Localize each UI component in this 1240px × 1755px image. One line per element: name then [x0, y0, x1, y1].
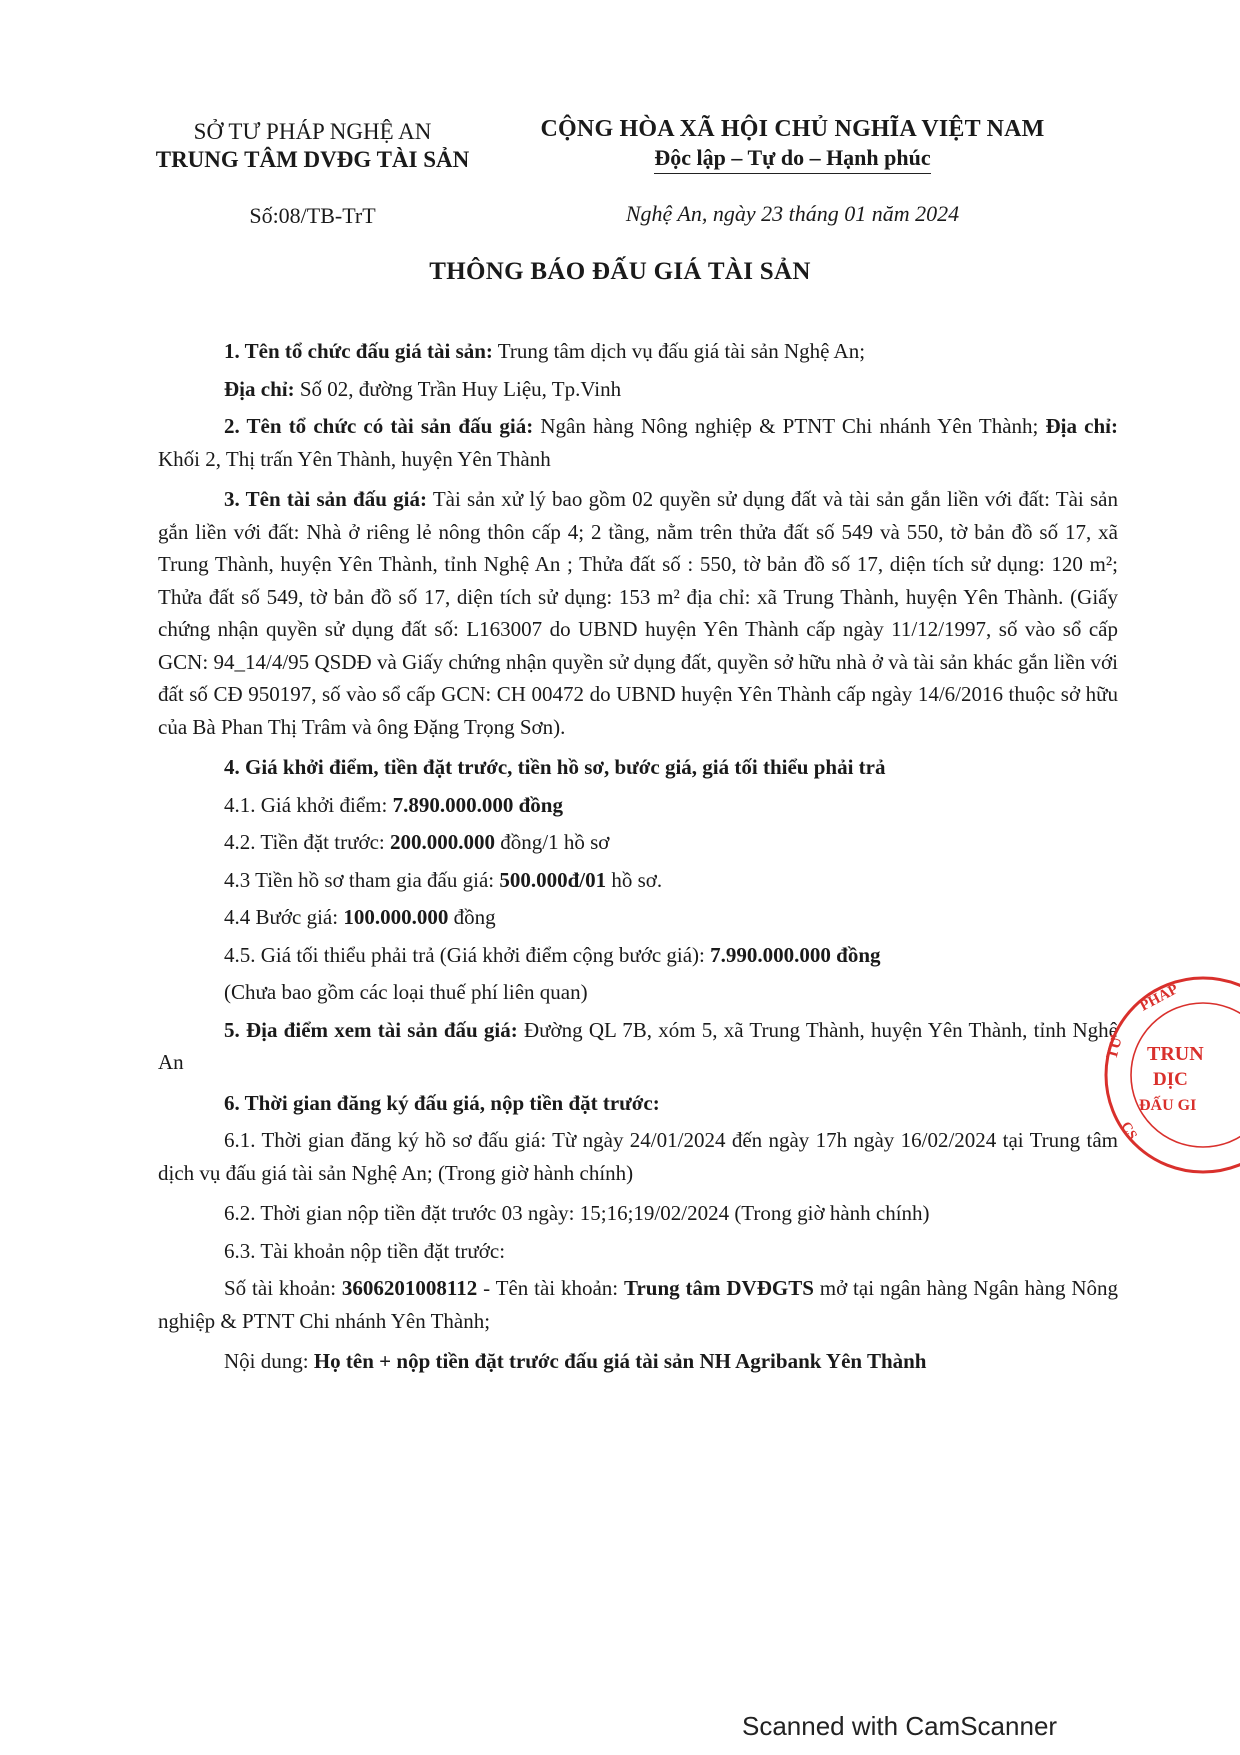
seal-left-char: TƯ	[1103, 1034, 1126, 1062]
starting-price: 7.890.000.000 đồng	[392, 792, 563, 817]
transfer-content-label: Nội dung:	[224, 1349, 314, 1373]
section-4-5-label: 4.5. Giá tối thiểu phải trả (Giá khởi điểm cộng bước giá):	[224, 942, 711, 967]
section-1-label: 1. Tên tổ chức đấu giá tài sản:	[224, 339, 493, 363]
seal-line2: DỊC	[1153, 1069, 1188, 1090]
section-5-text: Đường QL 7B, xóm 5, xã Trung Thành, huyện Yên Thành, tỉnh Nghệ An	[158, 1017, 1119, 1074]
section-4-4-label: 4.4 Bước giá:	[224, 905, 344, 929]
account-number: 3606201008112	[341, 1276, 478, 1300]
section-4-heading-text: 4. Giá khởi điểm, tiền đặt trước, tiền hồ sơ, bước giá, giá tối thiểu phải trả	[224, 755, 886, 779]
section-4-2	[158, 826, 1118, 859]
account-bank: mở tại ngân hàng Ngân hàng Nông nghiệp & PTNT Chi nhánh Yên Thành;	[158, 1276, 1118, 1333]
issuer-department: SỞ TƯ PHÁP NGHỆ AN	[193, 119, 432, 144]
section-4-4	[158, 901, 1118, 934]
issuer-header	[140, 118, 485, 174]
section-1-address	[158, 373, 1118, 406]
account-number-label: Số tài khoản:	[224, 1276, 342, 1300]
section-6-2: 6.2. Thời gian nộp tiền đặt trước 03 ngày: 15;16;19/02/2024 (Trong giờ hành chính)	[224, 1201, 930, 1225]
transfer-content-value: Họ tên + nộp tiền đặt trước đấu giá tài sản NH Agribank Yên Thành	[313, 1349, 927, 1373]
section-2-label: 2. Tên tổ chức có tài sản đấu giá:	[224, 414, 534, 438]
national-motto: Độc lập – Tự do – Hạnh phúc	[654, 144, 930, 174]
deposit-amount: 200.000.000	[390, 830, 495, 854]
section-5	[158, 1014, 1118, 1079]
dossier-fee: 500.000đ/01	[499, 867, 607, 892]
account-name: Trung tâm DVĐGTS	[624, 1276, 814, 1300]
section-4-note: (Chưa bao gồm các loại thuế phí liên quan)	[224, 980, 588, 1004]
section-4-2-label: 4.2. Tiền đặt trước:	[224, 830, 390, 854]
section-4-1	[158, 789, 1118, 822]
section-2-address-text: Khối 2, Thị trấn Yên Thành, huyện Yên Thành	[158, 446, 551, 471]
section-4-2-suffix: đồng/1 hồ sơ	[495, 830, 610, 854]
seal-line1: TRUN	[1147, 1043, 1204, 1065]
minimum-price: 7.990.000.000 đồng	[710, 942, 881, 967]
section-4-3-suffix: hồ sơ.	[606, 867, 663, 892]
section-1-address-text: Số 02, đường Trần Huy Liệu, Tp.Vinh	[294, 376, 622, 401]
document-date: Nghệ An, ngày 23 tháng 01 năm 2024	[625, 201, 960, 226]
section-4-5	[158, 939, 1118, 972]
bank-account	[158, 1272, 1118, 1337]
section-3-text: Tài sản xử lý bao gồm 02 quyền sử dụng đất và tài sản gắn liền với đất: Tài sản gắn liền với đất: Nhà ở riêng lẻ nông thôn cấp 4; 2 tầng, nằm trên thửa đất số 549 và 550, tờ bản đồ số 17, xã Trung Thành, huyện Yên Thành, tỉnh Nghệ An ; Thửa đất số : 550, tờ bản đồ số 17, diện tích sử dụng: 120 m²; Thửa đất số 549, tờ bản đồ số 17, diện tích sử dụng: 153 m² địa chỉ: xã Trung Thành, huyện Yên Thành. (Giấy chứng nhận quyền sử dụng đất số: L163007 do UBND huyện Yên Thành cấp ngày 11/12/1997, số vào sổ cấp GCN: 94_14/4/95 QSDĐ và Giấy chứng nhận quyền sử dụng đất, quyền sở hữu nhà ở và tài sản khác gắn liền với đất số CĐ 950197, số vào sổ cấp GCN: CH 00472 do UBND huyện Yên Thành cấp ngày 14/6/2016 thuộc sở hữu của Bà Phan Thị Trâm và ông Đặng Trọng Sơn).	[158, 487, 1118, 739]
section-4-3	[158, 864, 1118, 897]
national-title: CỘNG HÒA XÃ HỘI CHỦ NGHĨA VIỆT NAM	[540, 116, 1045, 142]
account-name-label: - Tên tài khoản:	[477, 1276, 625, 1300]
section-2	[158, 410, 1118, 475]
section-4-heading	[158, 751, 1118, 784]
section-1-address-label: Địa chỉ:	[224, 376, 295, 401]
section-4-4-suffix: đồng	[448, 905, 496, 929]
section-1	[158, 335, 1118, 368]
section-5-label: 5. Địa điểm xem tài sản đấu giá:	[224, 1017, 518, 1042]
document-body	[158, 335, 1118, 1386]
section-3-label: 3. Tên tài sản đấu giá:	[224, 487, 427, 511]
seal-bottom: CS	[1117, 1119, 1140, 1143]
section-1-text: Trung tâm dịch vụ đấu giá tài sản Nghệ An;	[492, 339, 866, 363]
section-6-1: 6.1. Thời gian đăng ký hồ sơ đấu giá: Từ ngày 24/01/2024 đến ngày 17h ngày 16/02/2024 tại Trung tâm dịch vụ đấu giá tài sản Nghệ An; (Trong giờ hành chính)	[158, 1128, 1118, 1185]
red-seal-stamp	[1103, 975, 1240, 1180]
section-6-heading	[158, 1087, 1118, 1120]
seal-icon	[1103, 975, 1240, 1180]
transfer-content	[158, 1345, 1118, 1378]
seal-arc-top: PHÁP	[1137, 981, 1181, 1015]
document-title: THÔNG BÁO ĐẤU GIÁ TÀI SẢN	[429, 258, 811, 285]
section-4-1-label: 4.1. Giá khởi điểm:	[224, 792, 393, 817]
national-header	[520, 114, 1065, 174]
document-number: Số:08/TB-TrT	[249, 203, 376, 228]
bid-step: 100.000.000	[343, 905, 449, 929]
section-6-3: 6.3. Tài khoản nộp tiền đặt trước:	[224, 1238, 506, 1263]
section-2-address-label: Địa chỉ:	[1038, 414, 1118, 438]
section-3	[158, 483, 1118, 743]
section-6-heading-text: 6. Thời gian đăng ký đấu giá, nộp tiền đặt trước:	[224, 1090, 660, 1115]
section-2-text: Ngân hàng Nông nghiệp & PTNT Chi nhánh Yên Thành;	[533, 414, 1039, 438]
issuer-center: TRUNG TÂM DVĐG TÀI SẢN	[155, 147, 470, 172]
seal-line3: ĐẤU GI	[1139, 1097, 1197, 1114]
camscanner-watermark: Scanned with CamScanner	[742, 1711, 1058, 1741]
section-4-3-label: 4.3 Tiền hồ sơ tham gia đấu giá:	[224, 867, 500, 892]
